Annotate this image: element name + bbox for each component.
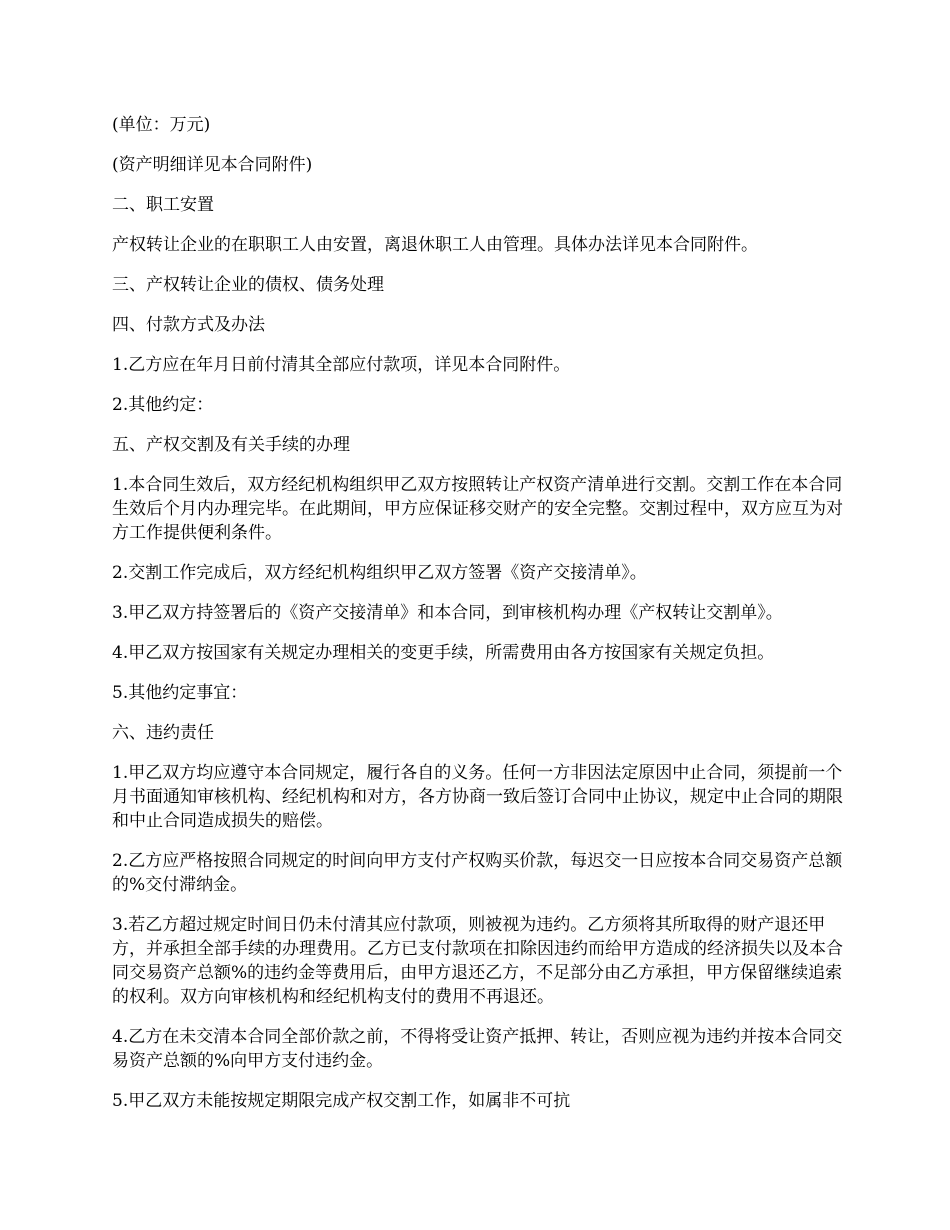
clause-handover-1: 1.本合同生效后，双方经纪机构组织甲乙双方按照转让产权资产清单进行交割。交割工作在本合同生效后个月内办理完毕。在此期间，甲方应保证移交财产的安全完整。交割过程中，双方应互为对方工作提供便利条件。	[112, 475, 843, 543]
clause-liability-4: 4.乙方在未交清本合同全部价款之前，不得将受让资产抵押、转让，否则应视为违约并按本合同交易资产总额的%向甲方支付违约金。	[112, 1027, 843, 1071]
clause-handover-5: 5.其他约定事宜：	[112, 683, 248, 703]
unit-note: (单位：万元)	[112, 115, 211, 135]
clause-liability-2: 2.乙方应严格按照合同规定的时间向甲方支付产权购买价款，每迟交一日应按本合同交易资产总额的%交付滞纳金。	[112, 851, 843, 895]
clause-handover-4: 4.甲乙双方按国家有关规定办理相关的变更手续，所需费用由各方按国家有关规定负担。	[112, 643, 775, 663]
clause-payment-1: 1.乙方应在年月日前付清其全部应付款项，详见本合同附件。	[112, 355, 571, 375]
section-heading-liability: 六、违约责任	[112, 723, 214, 743]
clause-liability-1: 1.甲乙双方均应遵守本合同规定，履行各自的义务。任何一方非因法定原因中止合同，须提前一个月书面通知审核机构、经纪机构和对方，各方协商一致后签订合同中止协议，规定中止合同的期限和中止合同造成损失的赔偿。	[112, 763, 843, 831]
clause-handover-2: 2.交割工作完成后，双方经纪机构组织甲乙双方签署《资产交接清单》。	[112, 563, 647, 583]
section-heading-staff: 二、职工安置	[112, 195, 214, 215]
clause-liability-5: 5.甲乙双方未能按规定期限完成产权交割工作，如属非不可抗	[112, 1091, 571, 1111]
section-heading-payment: 四、付款方式及办法	[112, 315, 265, 335]
section-heading-handover: 五、产权交割及有关手续的办理	[112, 435, 350, 455]
section-heading-debts: 三、产权转让企业的债权、债务处理	[112, 275, 384, 295]
paragraph-staff: 产权转让企业的在职职工人由安置，离退休职工人由管理。具体办法详见本合同附件。	[112, 235, 758, 255]
asset-detail-note: (资产明细详见本合同附件)	[112, 155, 313, 175]
clause-payment-2: 2.其他约定：	[112, 395, 214, 415]
document-body	[112, 113, 847, 1129]
clause-liability-3: 3.若乙方超过规定时间日仍未付清其应付款项，则被视为违约。乙方须将其所取得的财产退还甲方，并承担全部手续的办理费用。乙方已支付款项在扣除因违约而给甲方造成的经济损失以及本合同交易资产总额%的违约金等费用后，由甲方退还乙方，不足部分由乙方承担，甲方保留继续追索的权利。双方向审核机构和经纪机构支付的费用不再退还。	[112, 915, 843, 1007]
clause-handover-3: 3.甲乙双方持签署后的《资产交接清单》和本合同，到审核机构办理《产权转让交割单》。	[112, 603, 783, 623]
